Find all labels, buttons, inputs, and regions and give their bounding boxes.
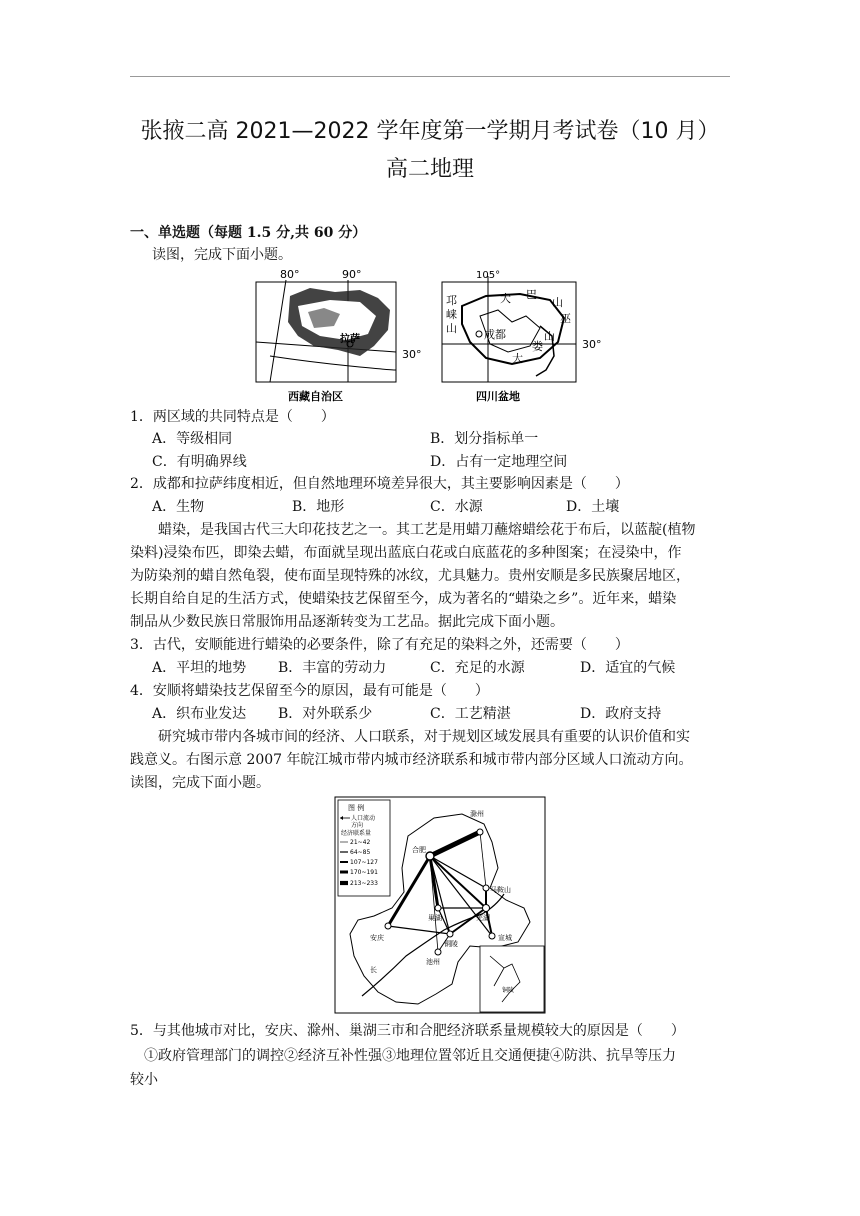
exam-title: 张掖二高 2021—2022 学年度第一学期月考试卷（10 月） xyxy=(140,119,720,144)
legend-item-3: 107~127 xyxy=(350,859,378,866)
city-chizhou: 池州 xyxy=(426,958,440,966)
city-chuzhou: 滁州 xyxy=(470,810,484,818)
q5-options-line2: 较小 xyxy=(130,1072,158,1088)
top-rule xyxy=(130,76,730,77)
figure-maps-tibet-sichuan xyxy=(250,266,610,406)
q2-stem: 2．成都和拉萨纬度相近，但自然地理环境差异很大，其主要影响因素是（ ） xyxy=(130,476,629,492)
passage2-line2: 践意义。右图示意 2007 年皖江城市带内城市经济联系和城市带内部分区域人口流动方向。 xyxy=(130,752,693,768)
q2-option-b: B．地形 xyxy=(292,499,345,515)
mt-qionglai-3: 山 xyxy=(446,322,457,335)
figure-wanjiang-city-belt-map xyxy=(334,796,546,1014)
city-tongling: 铜陵 xyxy=(444,940,458,948)
lat-30-label-left: 30° xyxy=(402,348,422,361)
q4-option-c: C．工艺精湛 xyxy=(430,706,511,722)
mt-wu-2: 山 xyxy=(544,330,555,343)
city-chengdu-label: 成都 xyxy=(484,328,506,341)
map-legend xyxy=(338,800,390,896)
section-heading: 一、单选题（每题 1.5 分,共 60 分） xyxy=(130,225,367,241)
q5-stem: 5．与其他城市对比，安庆、滁州、巢湖三市和合肥经济联系量规模较大的原因是（ ） xyxy=(130,1023,685,1039)
lon-80-label: 80° xyxy=(280,268,300,281)
mt-dalou-3: 山 xyxy=(502,378,503,379)
legend-flow-2: 方向 xyxy=(351,822,364,829)
q1-option-a: A．等级相同 xyxy=(152,431,233,447)
lon-90-label: 90° xyxy=(342,268,362,281)
city-hefei: 合肥 xyxy=(412,846,426,854)
city-wuhu: 芜湖 xyxy=(476,914,490,922)
legend-item-4: 170~191 xyxy=(350,869,378,876)
passage1-line4: 长期自给自足的生活方式，使蜡染技艺保留至今，成为著名的“蜡染之乡”。近年来，蜡染 xyxy=(130,591,677,607)
legend-flow: 人口流动 xyxy=(351,815,376,822)
city-anqing: 安庆 xyxy=(370,934,384,942)
q3-option-d: D．适宜的气候 xyxy=(580,660,676,676)
q4-option-b: B．对外联系少 xyxy=(278,706,373,722)
q1-option-b: B．划分指标单一 xyxy=(430,431,539,447)
q2-option-d: D．土壤 xyxy=(566,499,620,515)
q5-options-line1: ①政府管理部门的调控②经济互补性强③地理位置邻近且交通便捷④防洪、抗旱等压力 xyxy=(130,1048,676,1064)
subject-title: 高二地理 xyxy=(385,157,474,182)
q3-option-a: A．平坦的地势 xyxy=(152,660,247,676)
mt-dalou-2: 娄 xyxy=(532,340,543,353)
q4-option-a: A．织布业发达 xyxy=(152,706,247,722)
legend-item-2: 64~85 xyxy=(350,849,371,856)
sichuan-map xyxy=(442,270,602,403)
mt-qionglai-2: 崃 xyxy=(446,308,457,321)
passage2-line1: 研究城市带内各城市间的经济、人口联系，对于规划区域发展具有重要的认识价值和实 xyxy=(130,729,690,745)
q4-stem: 4．安顺将蜡染技艺保留至今的原因，最有可能是（ ） xyxy=(130,683,489,699)
passage2-line3: 读图，完成下面小题。 xyxy=(130,775,270,791)
q1-stem: 1．两区域的共同特点是（ ） xyxy=(130,409,335,425)
lon-105-label: 105° xyxy=(476,270,501,281)
tibet-map xyxy=(256,268,422,403)
river-label: 长 xyxy=(370,966,377,974)
passage1-line2: 染料)浸染布匹，即染去蜡，布面就呈现出蓝底白花或白底蓝花的多种图案；在浸染中，作 xyxy=(130,545,682,561)
city-xuancheng: 宣城 xyxy=(498,934,512,942)
passage1-line5: 制品从少数民族日常服饰用品逐渐转变为工艺品。据此完成下面小题。 xyxy=(130,614,564,630)
city-lhasa-label: 拉萨 xyxy=(340,334,360,345)
city-maanshan: 马鞍山 xyxy=(490,886,511,894)
tibet-caption: 西藏自治区 xyxy=(288,390,343,403)
passage1-line1: 蜡染，是我国古代三大印花技艺之一。其工艺是用蜡刀蘸熔蜡绘花于布后，以蓝靛(植物 xyxy=(130,522,696,538)
mt-daba-3: 山 xyxy=(552,296,563,309)
q3-option-c: C．充足的水源 xyxy=(430,660,525,676)
q2-option-c: C．水源 xyxy=(430,499,483,515)
passage1-line3: 为防染剂的蜡自然龟裂，使布面呈现特殊的冰纹，尤具魅力。贵州安顺是多民族聚居地区， xyxy=(130,568,690,584)
mt-qionglai-1: 邛 xyxy=(446,294,457,307)
lat-30-label-right: 30° xyxy=(582,338,602,351)
mt-daba-2: 巴 xyxy=(526,288,537,301)
intro-text: 读图，完成下面小题。 xyxy=(152,247,292,263)
city-chaohu: 巢湖 xyxy=(428,914,442,922)
mt-wu-1: 巫 xyxy=(560,312,571,325)
q1-option-c: C．有明确界线 xyxy=(152,454,247,470)
mt-dalou-1: 大 xyxy=(512,352,523,365)
mt-daba-1: 大 xyxy=(500,292,511,305)
q3-stem: 3．古代，安顺能进行蜡染的必要条件，除了有充足的染料之外，还需要（ ） xyxy=(130,637,629,653)
q1-option-d: D．占有一定地理空间 xyxy=(430,454,568,470)
q3-option-b: B．丰富的劳动力 xyxy=(278,660,387,676)
sichuan-caption: 四川盆地 xyxy=(476,390,520,403)
legend-econ: 经济联系量 xyxy=(341,830,372,837)
legend-item-1: 21~42 xyxy=(350,839,371,846)
q2-option-a: A．生物 xyxy=(152,499,205,515)
legend-title: 图 例 xyxy=(348,804,365,812)
inset-tongling-label: 铜陵 xyxy=(502,987,515,994)
legend-item-5: 213~233 xyxy=(350,880,378,887)
q4-option-d: D．政府支持 xyxy=(580,706,662,722)
